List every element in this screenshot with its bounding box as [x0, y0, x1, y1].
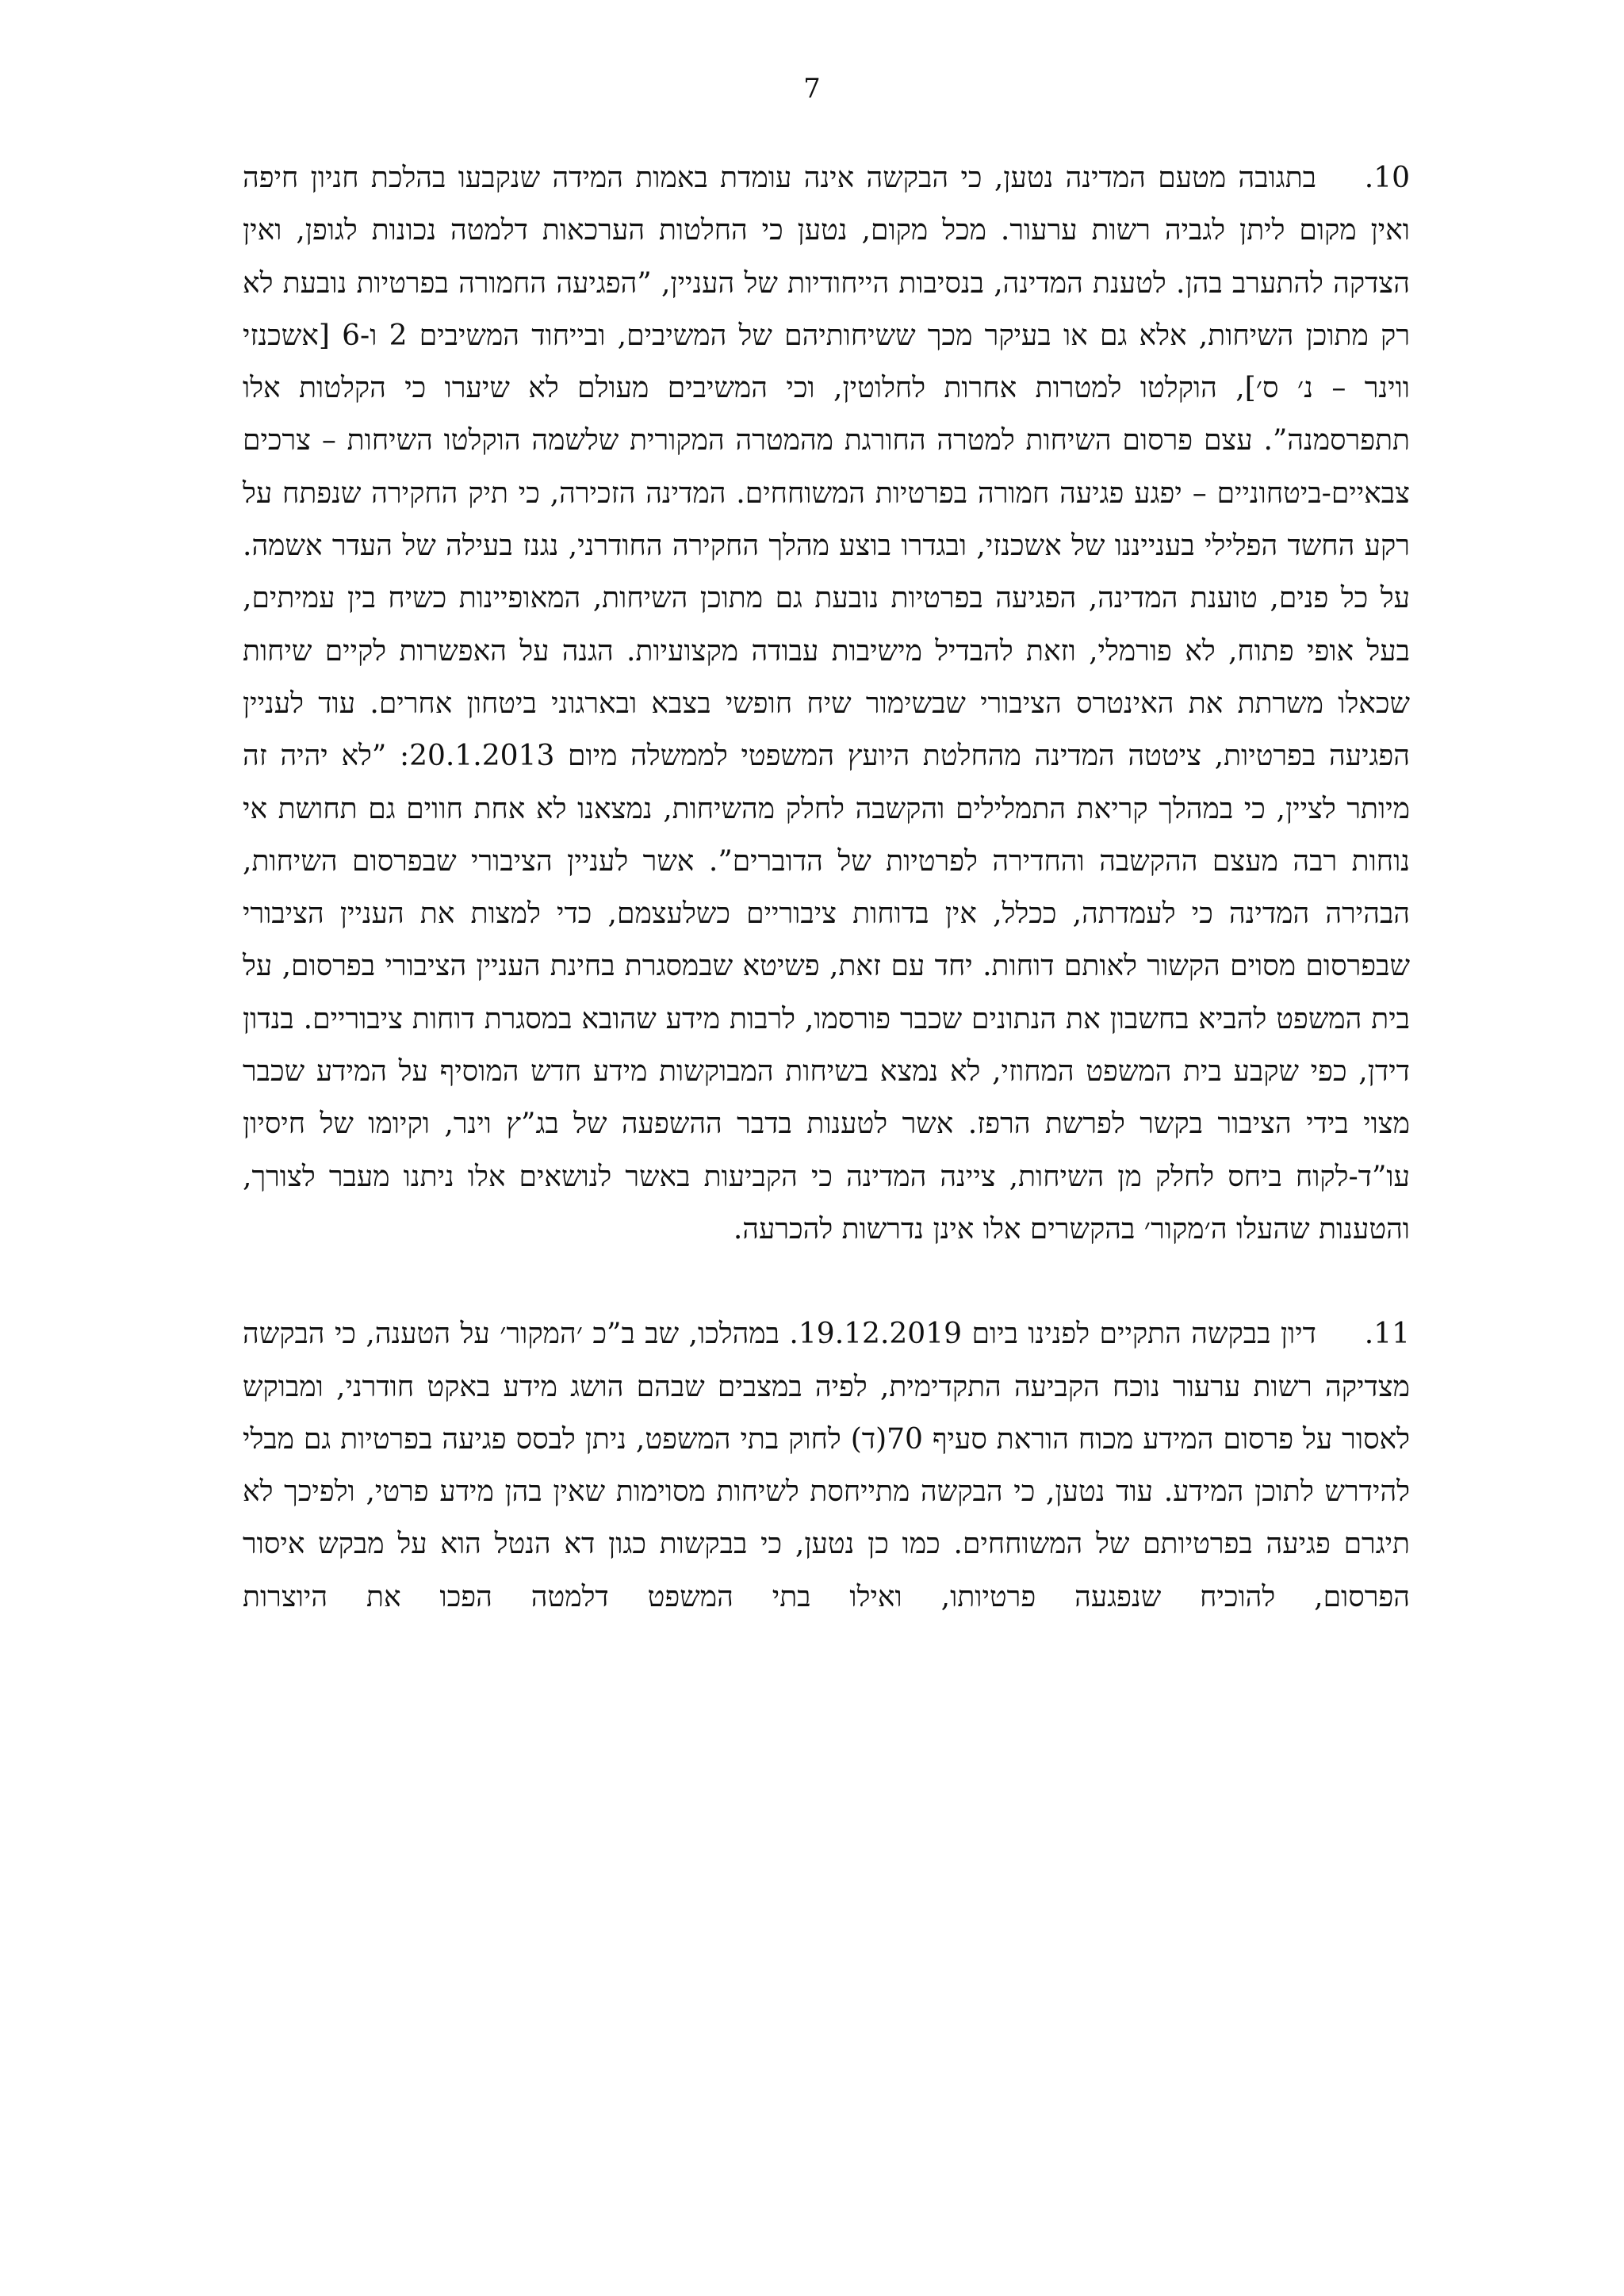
paragraph-number: 10.: [1364, 162, 1410, 194]
paragraph-text: בתגובה מטעם המדינה נטען, כי הבקשה אינה עומדת באמות המידה שנקבעו בהלכת חניון חיפה ואין מקום ליתן לגביה רשות ערעור. מכל מקום, נטען כי החלטות הערכאות דלמטה נכונות לגופן, ואין הצדקה להתערב בהן. לטענת המדינה, בנסיבות הייחודיות של העניין, ”הפגיעה החמורה בפרטיות נובעת לא רק מתוכן השיחות, אלא גם או בעיקר מכך ששיחותיהם של המשיבים, ובייחוד המשיבים 2 ו-6 [אשכנזי ווינר – נ׳ ס׳], הוקלטו למטרות אחרות לחלוטין, וכי המשיבים מעולם לא שיערו כי הקלטות אלו תתפרסמנה”. עצם פרסום השיחות למטרה החורגת מהמטרה המקורית שלשמה הוקלטו השיחות – צרכים צבאיים-ביטחוניים – יפגע פגיעה חמורה בפרטיות המשוחחים. המדינה הזכירה, כי תיק החקירה שנפתח על רקע החשד הפלילי בענייננו של אשכנזי, ובגדרו בוצע מהלך החקירה החודרני, נגנז בעילה של העדר אשמה. על כל פנים, טוענת המדינה, הפגיעה בפרטיות נובעת גם מתוכן השיחות, המאופיינות כשיח בין עמיתים, בעל אופי פתוח, לא פורמלי, וזאת להבדיל מישיבות עבודה מקצועיות. הגנה על האפשרות לקיים שיחות שכאלו משרתת את האינטרס הציבורי שבשימור שיח חופשי בצבא ובארגוני ביטחון אחרים. עוד לעניין הפגיעה בפרטיות, ציטטה המדינה מהחלטת היועץ המשפטי לממשלה מיום 20.1.2013: ”לא יהיה זה מיותר לציין, כי במהלך קריאת התמלילים והקשבה לחלק מהשיחות, נמצאנו לא אחת חווים גם תחושת אי נוחות רבה מעצם ההקשבה והחדירה לפרטיות של הדוברים”. אשר לעניין הציבורי שבפרסום השיחות, הבהירה המדינה כי לעמדתה, ככלל, אין בדוחות ציבוריים כשלעצמם, כדי למצות את העניין הציבורי שבפרסום מסוים הקשור לאותם דוחות. יחד עם זאת, פשיטא שבמסגרת בחינת העניין הציבורי בפרסום, על בית המשפט להביא בחשבון את הנתונים שכבר פורסמו, לרבות מידע שהובא במסגרת דוחות ציבוריים. בנדון דידן, כפי שקבע בית המשפט המחוזי, לא נמצא בשיחות המבוקשות מידע חדש המוסיף על המידע שכבר מצוי בידי הציבור בקשר לפרשת הרפז. אשר לטענות בדבר ההשפעה של בג”ץ וינר, וקיומו של חיסיון עו”ד-לקוח ביחס לחלק מן השיחות, ציינה המדינה כי הקביעות באשר לנושאים אלו ניתנו מעבר לצורך, והטענות שהעלו ה׳מקור׳ בהקשרים אלו אינן נדרשות להכרעה.: [243, 162, 1411, 1246]
page-number: 7: [803, 73, 821, 105]
paragraph-number: 11.: [1364, 1318, 1410, 1351]
paragraph-text: דיון בבקשה התקיים לפנינו ביום 19.12.2019. במהלכו, שב ב”כ ׳המקור׳ על הטענה, כי הבקשה מצדיקה רשות ערעור נוכח הקביעה התקדימית, לפיה במצבים שבהם הושג מידע באקט חודרני, ומבוקש לאסור על פרסום המידע מכוח הוראת סעיף 70(ד) לחוק בתי המשפט, ניתן לבסס פגיעה בפרטיות גם מבלי להידרש לתוכן המידע. עוד נטען, כי הבקשה מתייחסת לשיחות מסוימות שאין בהן מידע פרטי, ולפיכך לא תיגרם פגיעה בפרטיותם של המשוחחים. כמו כן נטען, כי בבקשות כגון דא הנטל הוא על מבקש איסור הפרסום, להוכיח שנפגעה פרטיותו, ואילו בתי המשפט דלמטה הפכו את היוצרות: [243, 1318, 1410, 1613]
paragraph-10: [243, 152, 1410, 1256]
document-body: [243, 152, 1410, 1624]
paragraph-11: [243, 1308, 1410, 1624]
